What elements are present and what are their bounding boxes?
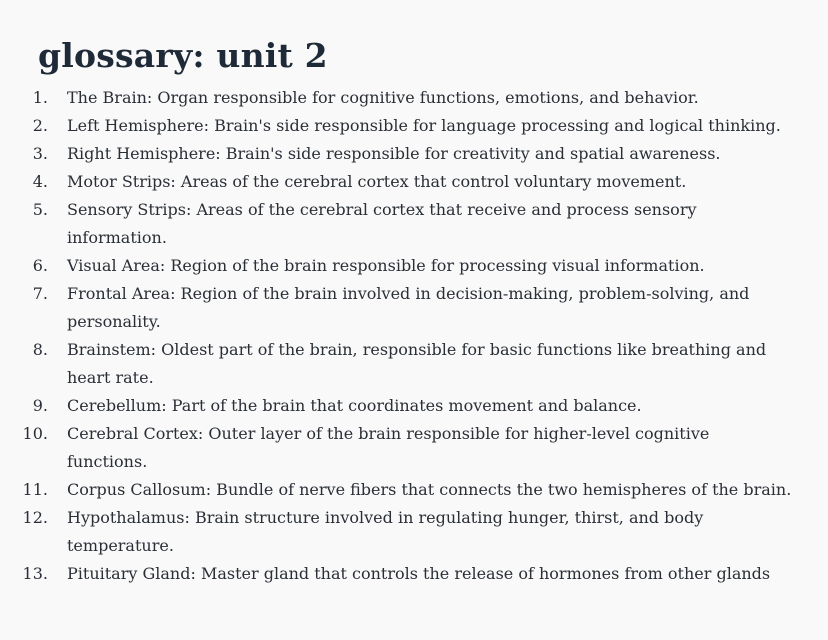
list-item xyxy=(0,420,828,476)
list-item xyxy=(0,392,828,420)
item-number: 10. xyxy=(22,424,48,443)
list-item xyxy=(0,336,828,392)
list-item xyxy=(0,280,828,336)
item-text: Motor Strips: Areas of the cerebral cortex that control voluntary movement. xyxy=(67,172,687,191)
item-text: Brainstem: Oldest part of the brain, responsible for basic functions like breathing and heart rate. xyxy=(67,340,767,387)
page-title: glossary: unit 2 xyxy=(38,36,328,75)
item-number: 2. xyxy=(32,116,48,135)
list-item xyxy=(0,140,828,168)
item-text: Visual Area: Region of the brain responsible for processing visual information. xyxy=(67,256,705,275)
item-number: 13. xyxy=(22,564,48,583)
item-text: Corpus Callosum: Bundle of nerve fibers that connects the two hemispheres of the brain. xyxy=(67,480,792,499)
item-number: 1. xyxy=(32,88,48,107)
item-number: 11. xyxy=(22,480,48,499)
item-number: 9. xyxy=(32,396,48,415)
list-item xyxy=(0,168,828,196)
item-text: Right Hemisphere: Brain's side responsible for creativity and spatial awareness. xyxy=(67,144,721,163)
item-text: The Brain: Organ responsible for cognitive functions, emotions, and behavior. xyxy=(67,88,699,107)
list-item xyxy=(0,560,828,588)
item-text: Pituitary Gland: Master gland that controls the release of hormones from other glands xyxy=(67,564,771,583)
list-item xyxy=(0,476,828,504)
item-text: Left Hemisphere: Brain's side responsible for language processing and logical thinking. xyxy=(67,116,781,135)
item-number: 12. xyxy=(22,508,48,527)
item-number: 4. xyxy=(32,172,48,191)
item-text: Sensory Strips: Areas of the cerebral cortex that receive and process sensory information. xyxy=(67,200,697,247)
list-item xyxy=(0,252,828,280)
list-item xyxy=(0,504,828,560)
item-number: 5. xyxy=(32,200,48,219)
item-text: Cerebral Cortex: Outer layer of the brain responsible for higher-level cognitive functions. xyxy=(67,424,710,471)
item-text: Cerebellum: Part of the brain that coordinates movement and balance. xyxy=(67,396,642,415)
item-text: Hypothalamus: Brain structure involved in regulating hunger, thirst, and body temperature. xyxy=(67,508,704,555)
list-item xyxy=(0,196,828,252)
list-item xyxy=(0,112,828,140)
item-text: Frontal Area: Region of the brain involved in decision-making, problem-solving, and personality. xyxy=(67,284,750,331)
item-number: 3. xyxy=(32,144,48,163)
list-item xyxy=(0,84,828,112)
item-number: 7. xyxy=(32,284,48,303)
glossary-list xyxy=(0,84,828,588)
item-number: 8. xyxy=(32,340,48,359)
item-number: 6. xyxy=(32,256,48,275)
